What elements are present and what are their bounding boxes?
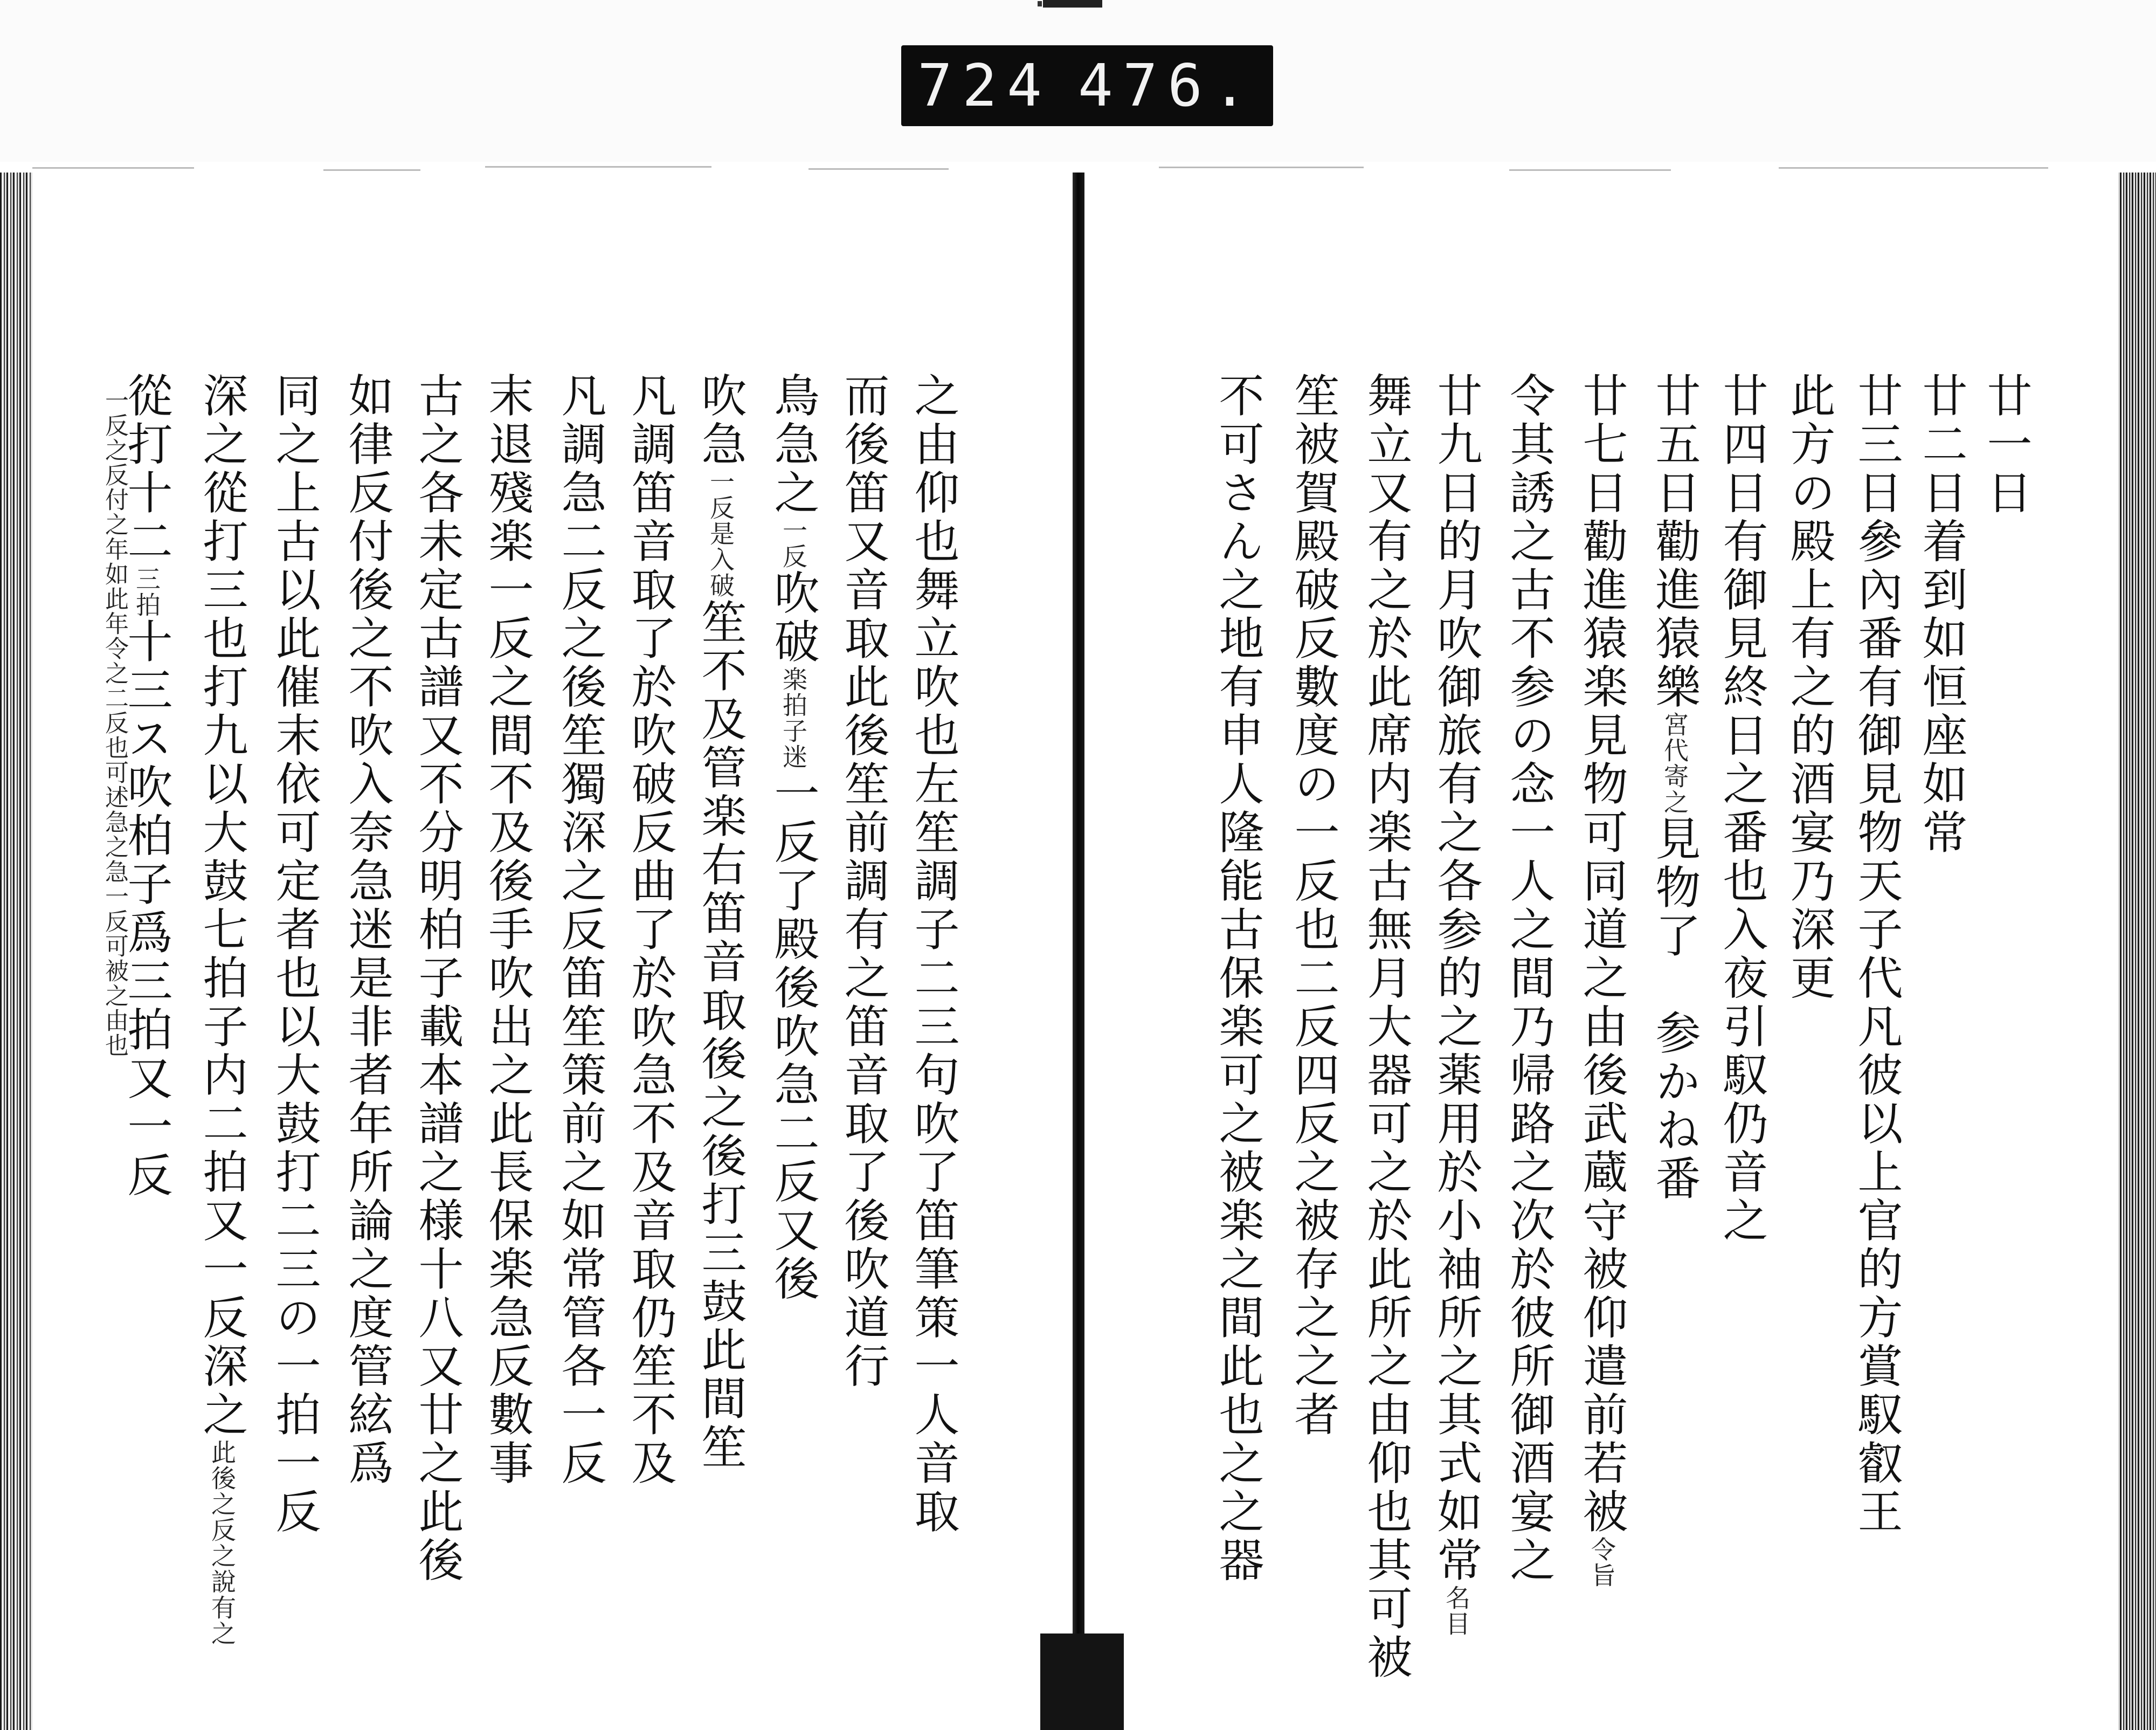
left-line-11: 深之從打三也打九以大鼓七拍子内二拍又一反深之此後之反之說有之: [196, 372, 248, 1646]
page-edge-right: [2118, 173, 2156, 1730]
scan-marker: [1043, 0, 1102, 8]
right-line-2: 廿二日着到如恒座如常: [1915, 372, 1968, 857]
left-line-10: 同之上古以此催末依可定者也以大鼓打二三の一拍一反: [268, 372, 321, 1536]
left-line-3: 鳥急之一反吹破楽拍子迷一反了殿後吹急二反又後: [767, 372, 820, 1304]
scanner-top-strip: [0, 0, 2156, 162]
right-line-8: 令其誘之古不参の念一人之間乃帰路之次於彼所御酒宴之: [1503, 372, 1556, 1585]
right-line-1: 廿一日: [1980, 372, 2033, 518]
right-line-5: 廿四日有御見終日之番也入夜引馭仍音之: [1716, 372, 1768, 1245]
left-line-7: 末退殘楽一反之間不及後手吹出之此長保楽急反數事: [481, 372, 534, 1488]
right-line-12: 不可さん之地有申人隆能古保楽可之被楽之間此也之之器: [1212, 372, 1264, 1585]
left-line-13: 從打十二三拍十三ス吹柏子爲三拍又一反: [120, 372, 173, 1200]
right-line-6: 廿五日勸進猿樂宮代寄之見物了 参かね番: [1648, 372, 1701, 1203]
left-line-8: 古之各未定古譜又不分明柏子載本譜之様十八又廿之此後: [411, 372, 464, 1585]
book-gutter: [1073, 173, 1084, 1730]
book-spine: [1040, 1633, 1124, 1730]
left-line-5: 凡調笛音取了於吹破反曲了於吹急不及音取仍笙不及: [624, 372, 677, 1488]
right-line-9: 廿九日的月吹御旅有之各参的之薬用於小袖所之其式如常名目: [1430, 372, 1483, 1637]
left-line-12: 一反之反付之年如此年令之二反也可述急之急一反可被之由也: [101, 388, 128, 1058]
right-line-7: 廿七日勸進猿楽見物可同道之由後武蔵守被仰遣前若被令旨: [1575, 372, 1628, 1588]
right-line-11: 笙被賀殿破反數度の一反也二反四反之被存之之者: [1287, 372, 1340, 1439]
right-line-10: 舞立又有之於此席内楽古無月大器可之於此所之由仰也其可被: [1360, 372, 1413, 1682]
right-line-4: 此方の殿上有之的酒宴乃深更: [1783, 372, 1836, 1003]
frame-number-label: [901, 45, 1273, 126]
left-line-9: 如律反付後之不吹入奈急迷是非者年所論之度管絃爲: [341, 372, 394, 1488]
left-line-4: 吹急一反是入破笙不及管楽右笛音取後之後打三鼓此間笙: [694, 372, 747, 1472]
left-line-2: 而後笛又音取此後笙前調有之笛音取了後吹道行: [837, 372, 890, 1391]
scan-marker: [1038, 1, 1042, 6]
page-edge-left: [0, 173, 32, 1730]
frame-number-left: 724: [917, 52, 1052, 120]
left-line-6: 凡調急二反之後笙獨深之反笛笙策前之如常管各一反: [554, 372, 607, 1488]
frame-number-right: 476.: [1077, 52, 1257, 120]
left-line-1: 之由仰也舞立吹也左笙調子二三句吹了笛筆策一人音取: [907, 372, 960, 1536]
right-line-3: 廿三日參內番有御見物天子代凡彼以上官的方賞馭叡王: [1850, 372, 1903, 1536]
